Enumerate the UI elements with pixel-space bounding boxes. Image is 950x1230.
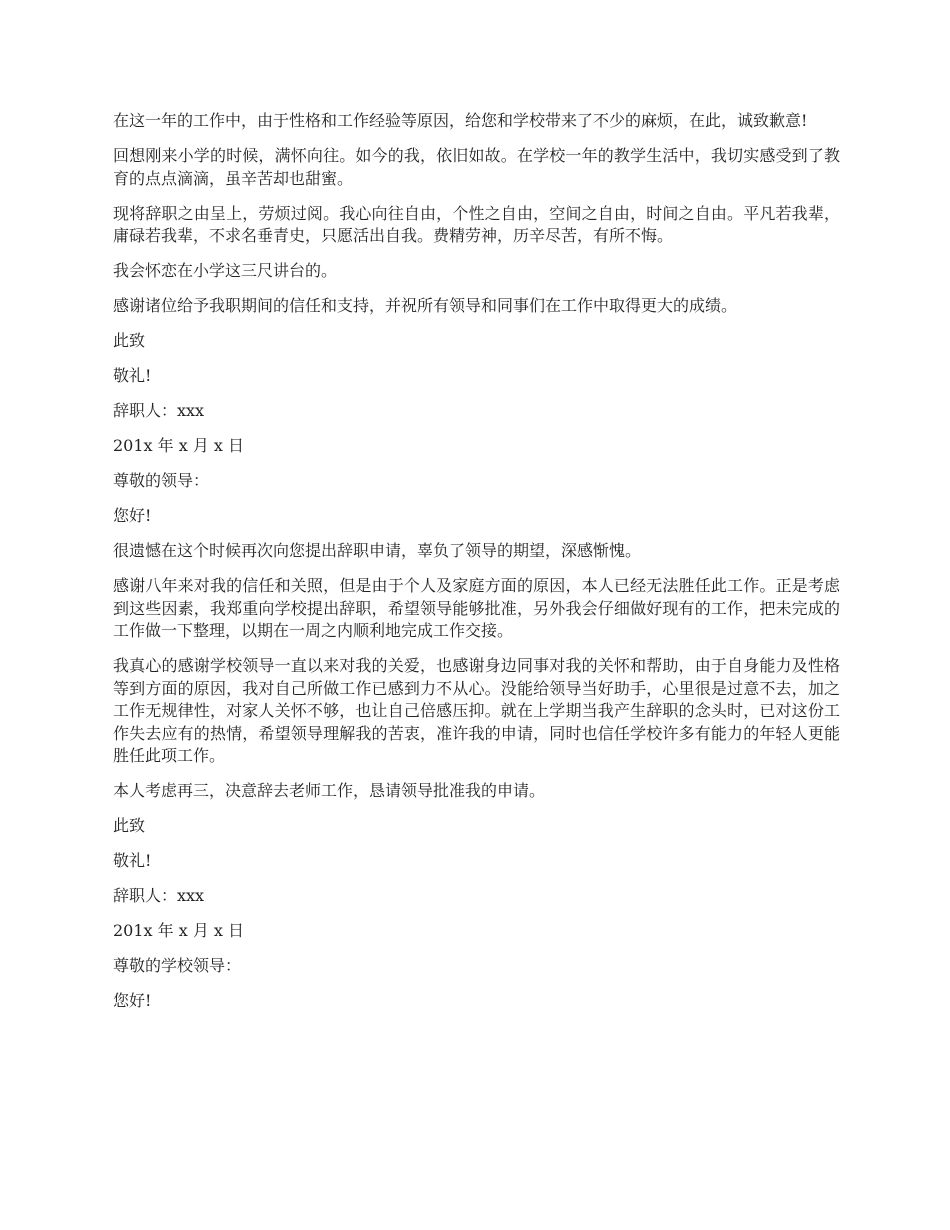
signature-line-2: 辞职人：xxx — [113, 886, 205, 905]
paragraph-regret: 很遗憾在这个时候再次向您提出辞职申请，辜负了领导的期望，深感惭愧。 — [113, 541, 642, 560]
paragraph-apology: 在这一年的工作中，由于性格和工作经验等原因，给您和学校带来了不少的麻烦，在此，诚致歉意! — [113, 111, 808, 130]
signature-line: 辞职人：xxx — [113, 401, 205, 420]
greeting-recipient: 尊敬的领导： — [113, 471, 210, 490]
paragraph-reason: 现将辞职之由呈上，劳烦过阅。我心向往自由，个性之自由，空间之自由，时间之自由。平凡若我辈，庸碌若我辈，不求名垂青史，只愿活出自我。费精劳神，历辛尽苦，有所不悔。 — [113, 203, 840, 245]
paragraph-gratitude: 我真心的感谢学校领导一直以来对我的关爱，也感谢身边同事对我的关怀和帮助，由于自身能力及性格等到方面的原因，我对自己所做工作已感到力不从心。没能给领导当好助手，心里很是过意不去，加之工作无规律性，对家人关怀不够，也让自己倍感压抑。就在上学期当我产生辞职的念头时，已对这份工作失去应有的热情，希望领导理解我的苦衷，准许我的申请，同时也信任学校许多有能力的年轻人更能胜任此项工作。 — [113, 656, 840, 765]
paragraph-recollection: 回想刚来小学的时候，满怀向往。如今的我，依旧如故。在学校一年的教学生活中，我切实感受到了教育的点点滴滴，虽辛苦却也甜蜜。 — [113, 146, 840, 188]
greeting-recipient-2: 尊敬的学校领导： — [113, 956, 242, 975]
greeting-hello: 您好! — [113, 506, 152, 525]
date-line-2: 201x 年 x 月 x 日 — [113, 921, 245, 940]
closing-regards-2: 敬礼! — [113, 851, 152, 870]
closing-salutation-2: 此致 — [113, 816, 146, 835]
closing-salutation: 此致 — [113, 331, 146, 350]
paragraph-thanks: 感谢诸位给予我职期间的信任和支持，并祝所有领导和同事们在工作中取得更大的成绩。 — [113, 296, 738, 315]
greeting-hello-2: 您好! — [113, 991, 152, 1010]
paragraph-resignation-reason: 感谢八年来对我的信任和关照，但是由于个人及家庭方面的原因，本人已经无法胜任此工作。正是考虑到这些因素，我郑重向学校提出辞职，希望领导能够批准，另外我会仔细做好现有的工作，把未完成的工作做一下整理，以期在一周之内顺利地完成工作交接。 — [113, 576, 840, 640]
closing-regards: 敬礼! — [113, 366, 152, 385]
paragraph-decision: 本人考虑再三，决意辞去老师工作，恳请领导批准我的申请。 — [113, 781, 546, 800]
paragraph-nostalgia: 我会怀恋在小学这三尺讲台的。 — [113, 261, 338, 280]
date-line: 201x 年 x 月 x 日 — [113, 436, 245, 455]
